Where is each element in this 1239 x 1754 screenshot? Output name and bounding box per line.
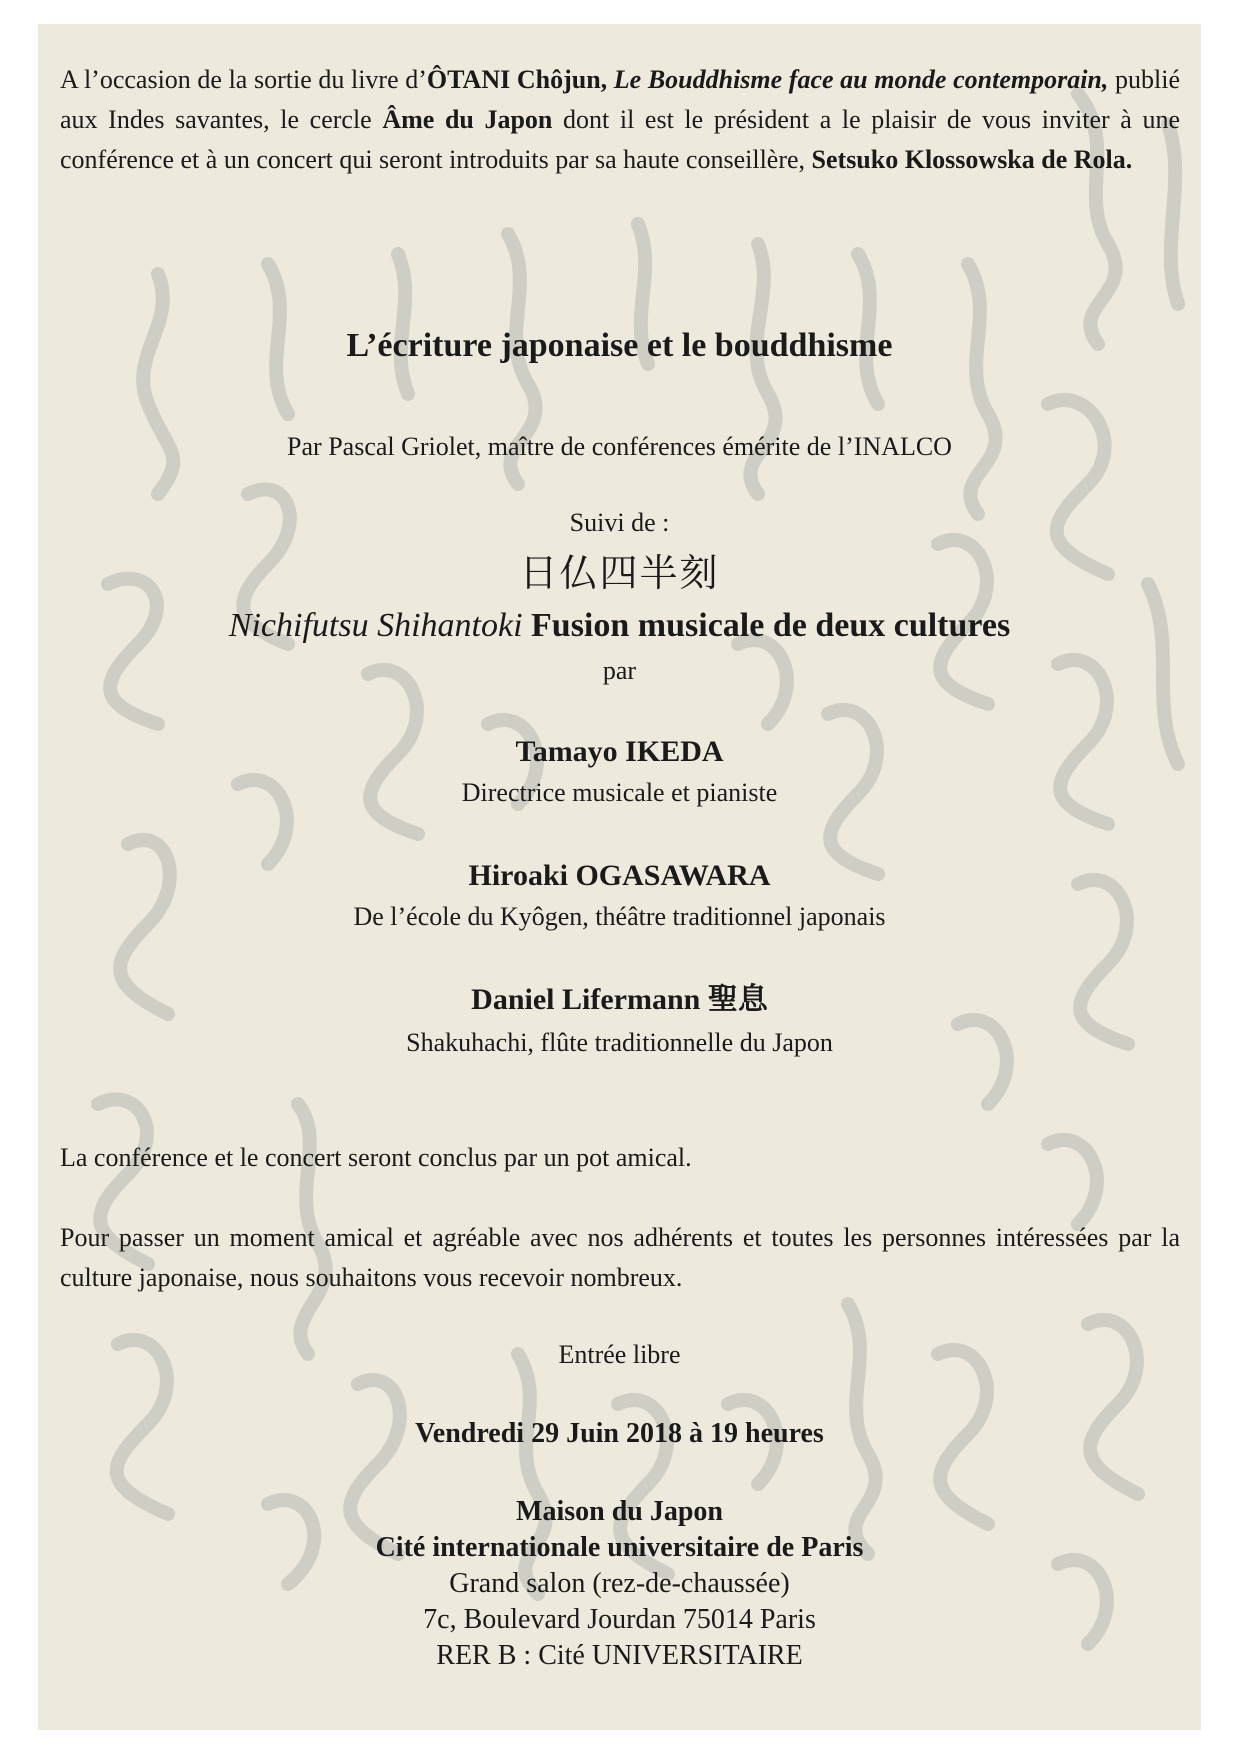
concert-romaji-title: Nichifutsu Shihantoki xyxy=(228,607,523,644)
invitation-note: Pour passer un moment amical et agréable avec nos adhérents et toutes les personnes intéressées par la culture japonaise, nous souhaitons vous recevoir nombreux. xyxy=(60,1223,1180,1292)
campus-name: Cité internationale universitaire de Paris xyxy=(375,1532,864,1563)
performer-kanji-name: 聖息 xyxy=(707,982,768,1017)
followed-by-label: Suivi de : xyxy=(569,508,670,537)
performer-role: Directrice musicale et pianiste xyxy=(461,778,778,807)
event-datetime: Vendredi 29 Juin 2018 à 19 heures xyxy=(415,1418,824,1449)
concert-subtitle: Fusion musicale de deux cultures xyxy=(531,607,1011,644)
par-label: par xyxy=(602,656,637,685)
circle-name: Âme du Japon xyxy=(382,105,553,134)
intro-text-3: dont il est le président a le plaisir de vous inviter à une conférence et à un concert qui seront introduits par sa haute conseillère, xyxy=(60,105,1180,174)
room-name: Grand salon (rez-de-chaussée) xyxy=(449,1568,790,1599)
street-address: 7c, Boulevard Jourdan 75014 Paris xyxy=(423,1604,816,1635)
advisor-name: Setsuko Klossowska de Rola. xyxy=(811,145,1133,174)
book-title: Le Bouddhisme face au monde contemporain, xyxy=(607,65,1109,94)
performer-role: Shakuhachi, flûte traditionnelle du Japon xyxy=(406,1028,833,1057)
intro-text-2: publié aux Indes savantes, le cercle xyxy=(60,65,1180,134)
concert-kanji-title: 日仏四半刻 xyxy=(519,551,720,595)
admission-info: Entrée libre xyxy=(558,1340,681,1369)
performer-name-with-kanji xyxy=(38,980,1201,1020)
performer-name: Hiroaki OGASAWARA xyxy=(468,859,771,892)
performer-name: Daniel Lifermann xyxy=(471,983,701,1016)
transport-info: RER B : Cité UNIVERSITAIRE xyxy=(436,1640,803,1671)
book-author: ÔTANI Chôjun, xyxy=(426,65,608,94)
conference-title: L’écriture japonaise et le bouddhisme xyxy=(346,327,893,364)
conference-speaker: Par Pascal Griolet, maître de conférences émérite de l’INALCO xyxy=(287,432,952,461)
performer-role: De l’école du Kyôgen, théâtre traditionnel japonais xyxy=(353,902,886,931)
reception-note: La conférence et le concert seront conclus par un pot amical. xyxy=(60,1143,692,1172)
invitation-page xyxy=(38,24,1201,1730)
intro-text-1: A l’occasion de la sortie du livre d’ xyxy=(60,65,427,94)
concert-title xyxy=(38,604,1201,648)
performer-name: Tamayo IKEDA xyxy=(515,735,724,768)
intro-paragraph xyxy=(60,60,1180,180)
venue-name: Maison du Japon xyxy=(516,1496,723,1527)
